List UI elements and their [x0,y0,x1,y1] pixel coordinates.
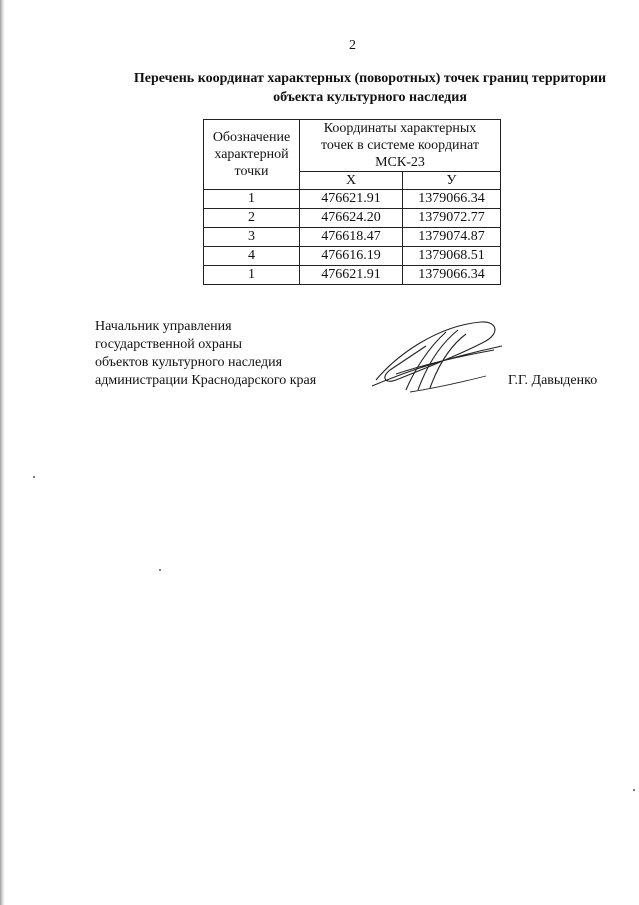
header-x: Х [300,172,403,190]
cell-y: 1379074.87 [403,228,501,247]
signatory-position [95,318,316,390]
page-number: 2 [349,38,356,53]
cell-x: 476621.91 [300,190,403,209]
header-point-line-2: характерной [214,147,289,162]
coordinates-table [203,119,501,285]
cell-point: 2 [204,209,300,228]
title-line-2: объекта культурного наследия [273,90,467,105]
table-row [204,209,501,228]
scan-speck [633,789,635,791]
cell-point: 4 [204,247,300,266]
cell-y: 1379066.34 [403,266,501,285]
header-point-line-3: точки [234,164,269,179]
header-y: У [403,172,501,190]
cell-y: 1379072.77 [403,209,501,228]
handwritten-signature [366,316,506,396]
cell-point: 1 [204,266,300,285]
position-line-2: государственной охраны [95,337,243,352]
header-point-line-1: Обозначение [212,130,291,145]
cell-x: 476616.19 [300,247,403,266]
header-coordinates [300,120,501,172]
cell-y: 1379066.34 [403,190,501,209]
document-title [80,69,639,107]
signer-name: Г.Г. Давыденко [508,373,598,388]
scan-speck [33,476,35,478]
position-line-3: объектов культурного наследия [95,355,283,370]
scan-edge-shadow [0,0,5,905]
cell-x: 476621.91 [300,266,403,285]
position-line-4: администрации Краснодарского края [95,373,317,388]
cell-point: 1 [204,190,300,209]
header-coords-line-3: МСК-23 [375,155,425,170]
cell-point: 3 [204,228,300,247]
table-row [204,247,501,266]
cell-y: 1379068.51 [403,247,501,266]
title-line-1: Перечень координат характерных (поворотных) точек границ территории [133,71,607,86]
header-point-designation [204,120,300,190]
table-row [204,190,501,209]
table-row [204,228,501,247]
cell-x: 476618.47 [300,228,403,247]
header-coords-line-1: Координаты характерных [323,121,477,136]
position-line-1: Начальник управления [95,319,232,334]
scan-speck [159,569,161,571]
table-row [204,266,501,285]
cell-x: 476624.20 [300,209,403,228]
header-coords-line-2: точек в системе координат [320,138,480,153]
